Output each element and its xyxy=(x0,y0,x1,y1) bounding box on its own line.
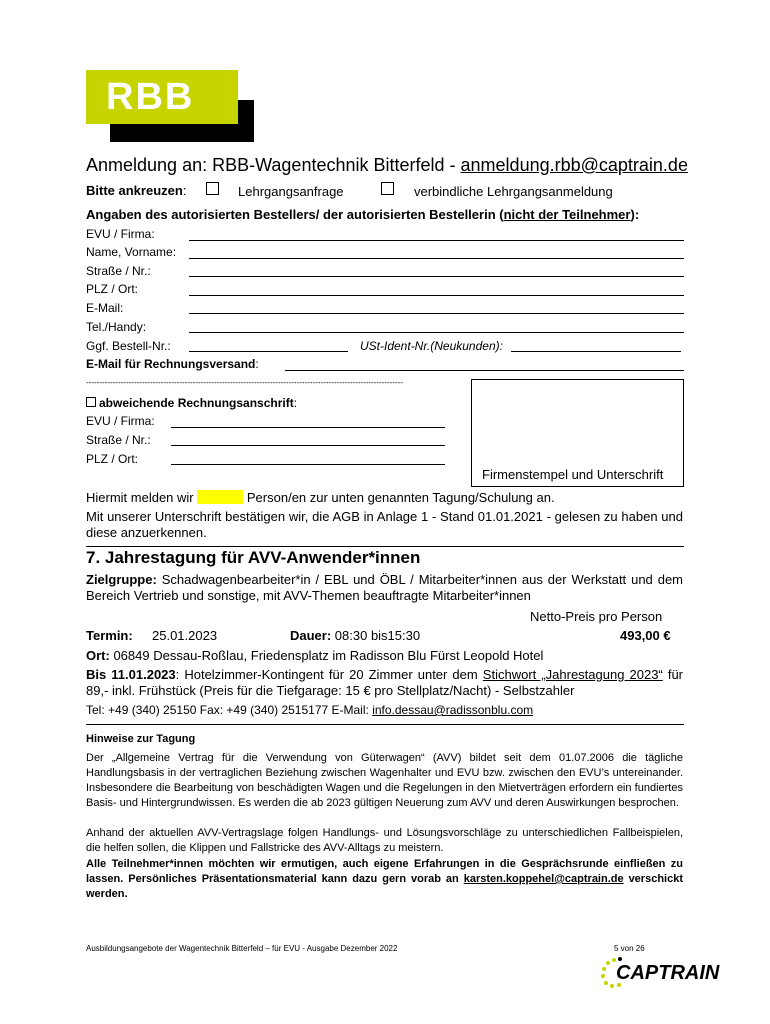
zielgruppe xyxy=(86,572,683,604)
ankreuzen-label: Bitte ankreuzen xyxy=(86,183,183,198)
abweichend-row xyxy=(86,396,297,410)
captrain-text: CAPTRAIN xyxy=(616,962,720,984)
event-title: 7. Jahrestagung für AVV-Anwender*innen xyxy=(86,548,421,567)
abw-input-strasse[interactable] xyxy=(171,445,445,446)
input-name[interactable] xyxy=(189,258,684,259)
dauer-value: 08:30 bis15:30 xyxy=(331,628,421,643)
dashed-separator: ----------------------------------------------------------------------------------------------------------------------- xyxy=(86,378,404,387)
field-label-evu: EVU / Firma: xyxy=(86,227,155,241)
termin-value: 25.01.2023 xyxy=(152,628,218,643)
field-label-tel: Tel./Handy: xyxy=(86,320,147,334)
ankreuzen-row xyxy=(86,183,186,198)
anmeldung-pre: Hiermit melden wir xyxy=(86,490,194,505)
besteller-heading-underlined: nicht der Teilnehmer xyxy=(503,207,631,222)
divider-top xyxy=(86,546,684,547)
field-label-email-rechnung xyxy=(86,357,259,371)
input-email[interactable] xyxy=(189,313,684,314)
anmeldung-line xyxy=(86,490,686,505)
hinweise-p3-end: verschickt werden. xyxy=(86,873,683,900)
hinweise-p1: Der „Allgemeine Vertrag für die Verwendung von Güterwagen“ (AVV) bildet seit dem 01.07.2006 die tägliche Handlungsbasis in der vertraglichen Beziehung zwischen Wagenhalter und EVU bzw. zwischen den EVU’s untereinander. Insbesondere die Bearbeitung von beschädigten Wagen und die Regelungen in den Mietverträgen erfordern ein fundiertes Basis- und Hintergrundwissen. Es werden die ab 2023 gültigen Neuerung zum AVV und deren Auswirkungen besprochen. xyxy=(86,752,683,809)
input-evu[interactable] xyxy=(189,240,684,241)
zielgruppe-text: Schadwagenbearbeiter*in / EBL und ÖBL / Mitarbeiter*innen aus der Werkstatt und dem Bereich Vertrieb und sonstige, mit AVV-Themen beauftragte Mitarbeiter*innen xyxy=(86,572,683,603)
checkbox-verbindlich[interactable] xyxy=(381,182,394,195)
hinweise-heading: Hinweise zur Tagung xyxy=(86,733,196,745)
dauer-row xyxy=(290,628,420,643)
bis-stichwort: Stichwort „Jahrestagung 2023“ xyxy=(482,667,663,682)
hotel-info xyxy=(86,667,683,699)
besteller-heading xyxy=(86,207,639,222)
abw-input-evu[interactable] xyxy=(171,427,445,428)
persons-count-field[interactable] xyxy=(197,490,243,504)
option-verbindlich: verbindliche Lehrgangsanmeldung xyxy=(414,184,613,199)
hotel-email-link[interactable]: info.dessau@radissonblu.com xyxy=(372,703,534,717)
captrain-logo xyxy=(598,955,728,991)
field-label-name: Name, Vorname: xyxy=(86,245,177,259)
dauer-label: Dauer: xyxy=(290,628,332,643)
ort-label: Ort: xyxy=(86,648,110,663)
bis-text1: : Hotelzimmer-Kontingent für 20 Zimmer unter dem xyxy=(175,667,483,682)
footer-text: Ausbildungsangebote der Wagentechnik Bitterfeld – für EVU - Ausgabe Dezember 2022 xyxy=(86,944,398,953)
logo-text: RBB xyxy=(106,76,195,118)
bis-text2: für 89,- inkl. Frühstück (Preis für die Tiefgarage: 15 € pro Stellplatz/Nacht) - Selbstzahler xyxy=(86,667,684,698)
termin-row xyxy=(86,628,133,643)
divider-bottom xyxy=(86,724,684,725)
page-number: 5 von 26 xyxy=(614,944,645,953)
email-rechnung-colon: : xyxy=(255,357,259,371)
input-bestellnr[interactable] xyxy=(189,351,348,352)
input-plz[interactable] xyxy=(189,295,684,296)
contact-pre: Tel: +49 (340) 25150 Fax: +49 (340) 2515177 E-Mail: xyxy=(86,703,373,717)
abweichend-colon: : xyxy=(293,396,298,410)
rbb-logo xyxy=(86,70,238,124)
abweichend-label: abweichende Rechnungsanschrift xyxy=(99,396,294,410)
checkbox-lehrgangsanfrage[interactable] xyxy=(206,182,219,195)
hotel-contact xyxy=(86,703,533,717)
input-tel[interactable] xyxy=(189,332,684,333)
field-label-plz: PLZ / Ort: xyxy=(86,282,139,296)
besteller-heading-end: ): xyxy=(630,207,640,222)
anmeldung-post: Person/en zur unten genannten Tagung/Schulung an. xyxy=(246,490,555,505)
bis-label: Bis 11.01.2023 xyxy=(86,667,176,682)
field-label-email: E-Mail: xyxy=(86,301,124,315)
page-title xyxy=(86,155,688,176)
field-label-bestellnr: Ggf. Bestell-Nr.: xyxy=(86,339,171,353)
abw-label-strasse: Straße / Nr.: xyxy=(86,433,151,447)
field-label-ust: USt-Ident-Nr.(Neukunden): xyxy=(360,339,503,353)
preis-value: 493,00 € xyxy=(620,628,671,643)
title-prefix: Anmeldung an: RBB-Wagentechnik Bitterfeld - xyxy=(86,155,461,175)
hinweise-p3 xyxy=(86,857,683,902)
zielgruppe-label: Zielgruppe: xyxy=(86,572,157,587)
stamp-signature-box[interactable] xyxy=(471,379,684,487)
besteller-heading-text: Angaben des autorisierten Bestellers/ der autorisierten Bestellerin ( xyxy=(86,207,504,222)
abw-label-plz: PLZ / Ort: xyxy=(86,452,139,466)
stamp-label: Firmenstempel und Unterschrift xyxy=(482,467,664,482)
ort-row xyxy=(86,648,543,663)
registration-email-link[interactable]: anmeldung.rbb@captrain.de xyxy=(460,155,688,175)
hinweise-p3-text: Alle Teilnehmer*innen möchten wir ermutigen, auch eigene Erfahrungen in die Gesprächsrunde einfließen zu lassen. Persönliches Präsentationsmaterial kann dazu gern vorab an xyxy=(86,858,683,885)
ort-value: 06849 Dessau-Roßlau, Friedensplatz im Radisson Blu Fürst Leopold Hotel xyxy=(109,648,544,663)
termin-label: Termin: xyxy=(86,628,133,643)
input-strasse[interactable] xyxy=(189,276,684,277)
checkbox-abweichend[interactable] xyxy=(86,397,96,407)
hinweise-p2: Anhand der aktuellen AVV-Vertragslage folgen Handlungs- und Lösungsvorschläge zu unterschiedlichen Fallbeispielen, die helfen sollen, die Klippen und Fallstricke des AVV-Alltags zu meistern. xyxy=(86,827,683,854)
email-rechnung-label: E-Mail für Rechnungsversand xyxy=(86,357,256,371)
agb-text: Mit unserer Unterschrift bestätigen wir, die AGB in Anlage 1 - Stand 01.01.2021 - gelesen zu haben und diese anzuerkennen. xyxy=(86,509,683,540)
abw-label-evu: EVU / Firma: xyxy=(86,414,155,428)
option-lehrgangsanfrage: Lehrgangsanfrage xyxy=(238,184,344,199)
field-label-strasse: Straße / Nr.: xyxy=(86,264,151,278)
ankreuzen-colon: : xyxy=(182,183,187,198)
input-ust[interactable] xyxy=(511,351,681,352)
koppehel-email-link[interactable]: karsten.koppehel@captrain.de xyxy=(463,873,624,885)
input-email-rechnung[interactable] xyxy=(285,370,684,371)
preis-label: Netto-Preis pro Person xyxy=(530,609,663,624)
abw-input-plz[interactable] xyxy=(171,464,445,465)
